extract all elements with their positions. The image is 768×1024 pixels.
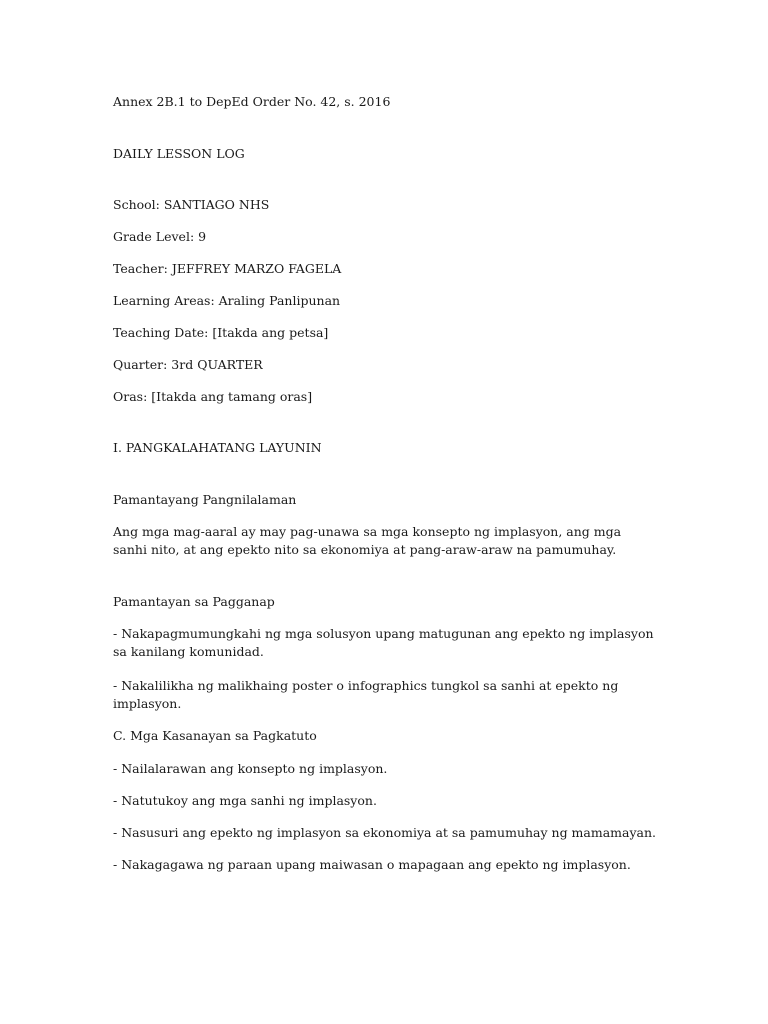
pamantayang-pangnilalaman-heading: Pamantayang Pangnilalaman [113, 492, 297, 507]
pagganap-item: - Nakalilikha ng malikhaing poster o infographics tungkol sa sanhi at epekto ng implasyon. [113, 678, 619, 711]
kasanayan-item: - Nasusuri ang epekto ng implasyon sa ekonomiya at sa pamumuhay ng mamamayan. [113, 825, 657, 840]
kasanayan-item: - Natutukoy ang mga sanhi ng implasyon. [113, 793, 377, 808]
annex-reference: Annex 2B.1 to DepEd Order No. 42, s. 2016 [113, 94, 391, 109]
learning-areas-field: Learning Areas: Araling Panlipunan [113, 293, 341, 308]
section-heading-layunin: I. PANGKALAHATANG LAYUNIN [113, 440, 322, 455]
pamantayan-pagganap-heading: Pamantayan sa Pagganap [113, 594, 275, 609]
quarter-field: Quarter: 3rd QUARTER [113, 357, 263, 372]
kasanayan-heading: C. Mga Kasanayan sa Pagkatuto [113, 728, 317, 743]
kasanayan-item: - Nakagagawa ng paraan upang maiwasan o mapagaan ang epekto ng implasyon. [113, 857, 631, 872]
grade-level-field: Grade Level: 9 [113, 229, 207, 244]
teacher-field: Teacher: JEFFREY MARZO FAGELA [113, 261, 342, 276]
kasanayan-item: - Nailalarawan ang konsepto ng implasyon. [113, 761, 388, 776]
document-title: DAILY LESSON LOG [113, 146, 245, 161]
school-field: School: SANTIAGO NHS [113, 197, 270, 212]
pagganap-item: - Nakapagmumungkahi ng mga solusyon upang matugunan ang epekto ng implasyon sa kanilang komunidad. [113, 626, 654, 659]
pamantayang-pangnilalaman-text: Ang mga mag-aaral ay may pag-unawa sa mga konsepto ng implasyon, ang mga sanhi nito, at ang epekto nito sa ekonomiya at pang-araw-araw na pamumuhay. [113, 524, 622, 557]
oras-field: Oras: [Itakda ang tamang oras] [113, 389, 313, 404]
teaching-date-field: Teaching Date: [Itakda ang petsa] [113, 325, 329, 340]
